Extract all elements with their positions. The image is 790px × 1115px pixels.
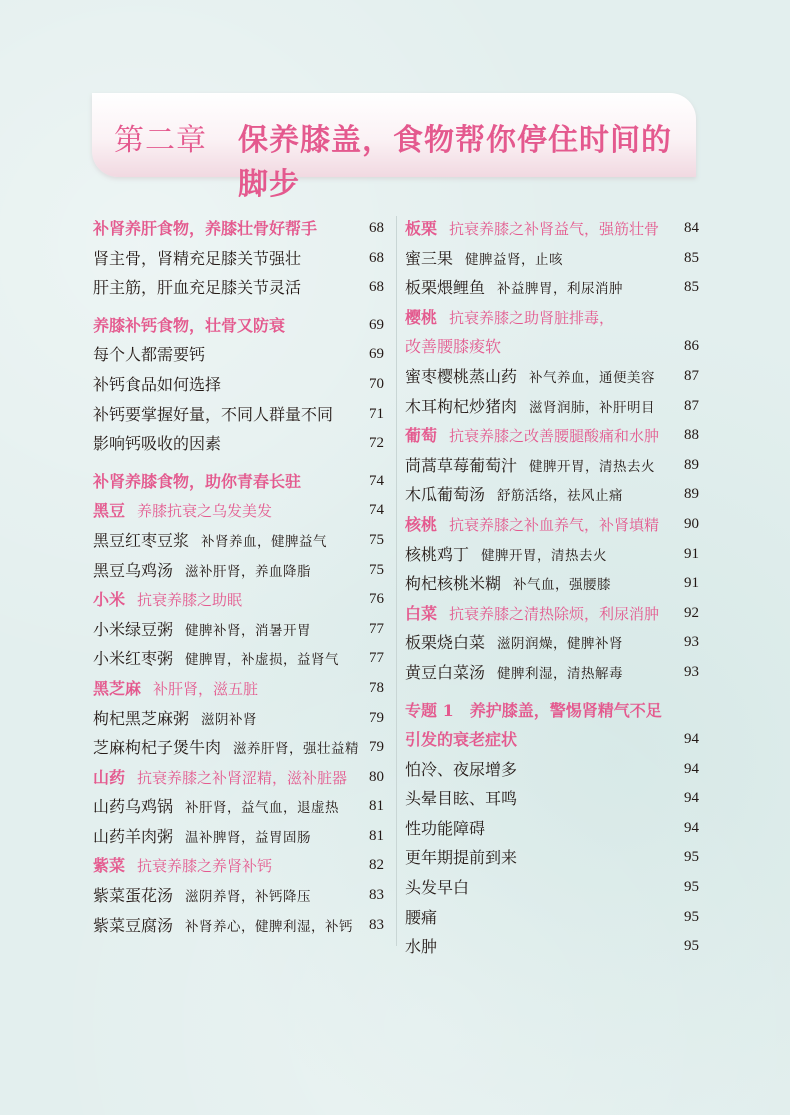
toc-food-entry[interactable] — [405, 303, 699, 333]
toc-food-entry[interactable] — [93, 763, 384, 793]
toc-food-entry-continued[interactable] — [405, 332, 699, 362]
toc-item[interactable] — [93, 244, 384, 274]
food-name: 小米 — [93, 590, 126, 610]
chapter-title: 保养膝盖，食物帮你停住时间的脚步 — [238, 123, 672, 202]
toc-food-entry[interactable] — [405, 214, 699, 244]
toc-item[interactable] — [93, 370, 384, 400]
item-title: 影响钙吸收的因素 — [93, 434, 222, 454]
food-name: 黑豆 — [93, 501, 126, 521]
toc-recipe-entry[interactable] — [405, 658, 699, 688]
recipe-desc: 滋肾润肺，补肝明目 — [529, 399, 656, 416]
page-number: 79 — [369, 739, 384, 756]
page-number: 68 — [369, 279, 384, 296]
page-number: 87 — [684, 367, 699, 384]
page-number: 95 — [684, 849, 699, 866]
toc-recipe-entry[interactable] — [405, 273, 699, 303]
page-number: 74 — [369, 502, 384, 519]
recipe-desc: 补肾养心，健脾利湿，补钙 — [185, 918, 354, 935]
toc-food-entry[interactable] — [405, 421, 699, 451]
toc-item[interactable] — [93, 273, 384, 303]
food-desc: 补肝肾，滋五脏 — [153, 679, 259, 698]
food-name: 核桃 — [405, 514, 438, 534]
toc-topic-entry-continued[interactable] — [405, 725, 699, 755]
page-number: 83 — [369, 887, 384, 904]
topic-title-continued: 引发的衰老症状 — [405, 730, 518, 750]
toc-section-entry[interactable] — [93, 311, 384, 341]
recipe-name: 山药乌鸡锅 — [93, 797, 174, 817]
recipe-desc: 滋阴补肾 — [201, 711, 258, 728]
item-title: 肾主骨，肾精充足膝关节强壮 — [93, 248, 302, 268]
recipe-name: 枸杞核桃米糊 — [405, 574, 502, 594]
toc-item[interactable] — [405, 843, 699, 873]
food-name: 葡萄 — [405, 426, 438, 446]
toc-food-entry[interactable] — [405, 599, 699, 629]
recipe-desc: 补肾养血，健脾益气 — [201, 533, 328, 550]
toc-recipe-entry[interactable] — [405, 628, 699, 658]
page-number: 84 — [684, 220, 699, 236]
toc-recipe-entry[interactable] — [93, 704, 384, 734]
page-number: 94 — [684, 760, 699, 777]
page-number: 95 — [684, 879, 699, 896]
recipe-desc: 滋补肝肾，养血降脂 — [185, 563, 312, 580]
toc-recipe-entry[interactable] — [93, 822, 384, 852]
item-title: 头晕目眩、耳鸣 — [405, 789, 518, 809]
recipe-desc: 健脾开胃，清热去火 — [529, 458, 656, 475]
page-number: 77 — [369, 620, 384, 637]
topic-title: 专题 1 养护膝盖，警惕肾精气不足 — [405, 700, 662, 720]
recipe-name: 黄豆白菜汤 — [405, 662, 486, 682]
toc-food-entry[interactable] — [93, 674, 384, 704]
page-number: 94 — [684, 731, 699, 748]
toc-recipe-entry[interactable] — [405, 362, 699, 392]
recipe-name: 黑豆乌鸡汤 — [93, 560, 174, 580]
toc-recipe-entry[interactable] — [93, 911, 384, 941]
toc-section-entry[interactable] — [93, 467, 384, 497]
page-number: 77 — [369, 650, 384, 667]
page-number: 91 — [684, 545, 699, 562]
toc-item[interactable] — [405, 873, 699, 903]
toc-recipe-entry[interactable] — [405, 540, 699, 570]
item-title: 性功能障碍 — [405, 818, 486, 838]
toc-recipe-entry[interactable] — [93, 615, 384, 645]
toc-item[interactable] — [405, 903, 699, 933]
food-desc: 抗衰养膝之养肾补钙 — [137, 857, 273, 876]
page-number: 95 — [684, 908, 699, 925]
page-number: 78 — [369, 679, 384, 696]
toc-recipe-entry[interactable] — [93, 526, 384, 556]
food-name: 白菜 — [405, 603, 438, 623]
food-desc-continued: 改善腰膝痠软 — [405, 337, 502, 357]
page-number: 93 — [684, 634, 699, 651]
page-number: 88 — [684, 427, 699, 444]
page-number: 89 — [684, 486, 699, 503]
toc-item[interactable] — [405, 932, 699, 962]
toc-recipe-entry[interactable] — [93, 556, 384, 586]
page-number: 85 — [684, 249, 699, 266]
item-title: 更年期提前到来 — [405, 848, 518, 868]
item-title: 补钙食品如何选择 — [93, 374, 222, 394]
recipe-desc: 补气养血，通便美容 — [529, 369, 656, 386]
page-number: 94 — [684, 819, 699, 836]
recipe-name: 黑豆红枣豆浆 — [93, 530, 190, 550]
page-number: 92 — [684, 604, 699, 621]
page-number: 79 — [369, 709, 384, 726]
food-desc: 抗衰养膝之清热除烦，利尿消肿 — [449, 604, 660, 623]
item-title: 补钙要掌握好量，不同人群量不同 — [93, 404, 334, 424]
item-title: 水肿 — [405, 937, 438, 957]
page-number: 90 — [684, 515, 699, 532]
recipe-name: 蜜枣樱桃蒸山药 — [405, 366, 518, 386]
toc-recipe-entry[interactable] — [405, 569, 699, 599]
toc-right-column — [405, 214, 699, 962]
recipe-desc: 补气血，强腰膝 — [513, 577, 612, 594]
toc-recipe-entry[interactable] — [93, 733, 384, 763]
recipe-name: 板栗煨鲤鱼 — [405, 278, 486, 298]
page-number: 75 — [369, 531, 384, 548]
recipe-name: 木耳枸杞炒猪肉 — [405, 396, 518, 416]
recipe-desc: 补益脾胃，利尿消肿 — [497, 281, 624, 298]
recipe-name: 蜜三果 — [405, 248, 454, 268]
recipe-name: 板栗烧白菜 — [405, 633, 486, 653]
page-number: 80 — [369, 768, 384, 785]
page-number: 81 — [369, 827, 384, 844]
toc-food-entry[interactable] — [93, 585, 384, 615]
toc-item[interactable] — [93, 400, 384, 430]
item-title: 怕冷、夜尿增多 — [405, 759, 518, 779]
recipe-name: 紫菜蛋花汤 — [93, 886, 174, 906]
page-number: 83 — [369, 916, 384, 933]
page-number: 95 — [684, 938, 699, 955]
page-number: 71 — [369, 405, 384, 422]
food-desc: 抗衰养膝之助肾脏排毒， — [449, 308, 615, 327]
recipe-name: 木瓜葡萄汤 — [405, 485, 486, 505]
page-number: 75 — [369, 561, 384, 578]
page-number: 68 — [369, 249, 384, 266]
page-number: 74 — [369, 472, 384, 489]
recipe-desc: 健脾补肾，消暑开胃 — [185, 622, 312, 639]
food-desc: 养膝抗衰之乌发美发 — [137, 502, 273, 521]
toc-item[interactable] — [93, 429, 384, 459]
page-number: 81 — [369, 798, 384, 815]
recipe-desc: 健脾胃，补虚损，益肾气 — [185, 652, 340, 669]
page-number: 69 — [369, 346, 384, 363]
recipe-name: 核桃鸡丁 — [405, 544, 470, 564]
toc-recipe-entry[interactable] — [405, 480, 699, 510]
toc-food-entry[interactable] — [93, 851, 384, 881]
page-number: 86 — [684, 338, 699, 355]
food-desc: 抗衰养膝之补血养气，补肾填精 — [449, 515, 660, 534]
recipe-name: 芝麻枸杞子煲牛肉 — [93, 738, 222, 758]
chapter-number: 第二章 — [114, 123, 207, 158]
recipe-desc: 滋养肝肾，强壮益精 — [233, 741, 360, 758]
toc-item[interactable] — [405, 755, 699, 785]
food-name: 山药 — [93, 767, 126, 787]
page-number: 82 — [369, 857, 384, 874]
page-number: 89 — [684, 456, 699, 473]
page-number: 70 — [369, 375, 384, 392]
toc-recipe-entry[interactable] — [93, 792, 384, 822]
section-title: 养膝补钙食物，壮骨又防衰 — [93, 315, 286, 335]
page-number: 68 — [369, 220, 384, 236]
recipe-desc: 健脾益肾，止咳 — [465, 251, 564, 268]
food-name: 黑芝麻 — [93, 678, 142, 698]
chapter-banner — [92, 93, 696, 202]
recipe-name: 小米绿豆粥 — [93, 619, 174, 639]
recipe-desc: 滋阴润燥，健脾补肾 — [497, 636, 624, 653]
toc-item[interactable] — [93, 340, 384, 370]
food-name: 板栗 — [405, 219, 438, 238]
page-number: 91 — [684, 575, 699, 592]
toc-food-entry[interactable] — [405, 510, 699, 540]
food-desc: 抗衰养膝之补肾涩精，滋补脏器 — [137, 768, 348, 787]
recipe-desc: 补肝肾，益气血，退虚热 — [185, 800, 340, 817]
toc-item[interactable] — [405, 814, 699, 844]
toc-recipe-entry[interactable] — [405, 392, 699, 422]
recipe-name: 紫菜豆腐汤 — [93, 915, 174, 935]
page-number: 87 — [684, 397, 699, 414]
item-title: 肝主筋，肝血充足膝关节灵活 — [93, 278, 302, 298]
recipe-desc: 舒筋活络，祛风止痛 — [497, 488, 624, 505]
toc-item[interactable] — [405, 784, 699, 814]
toc-food-entry[interactable] — [93, 496, 384, 526]
toc-recipe-entry[interactable] — [405, 244, 699, 274]
toc-left-column — [93, 214, 384, 940]
recipe-desc: 滋阴养肾，补钙降压 — [185, 889, 312, 906]
page-number: 69 — [369, 316, 384, 333]
page-number: 72 — [369, 435, 384, 452]
recipe-desc: 温补脾肾，益胃固肠 — [185, 829, 312, 846]
food-name: 樱桃 — [405, 307, 438, 327]
food-desc: 抗衰养膝之助眠 — [137, 591, 243, 610]
recipe-desc: 健脾利湿，清热解毒 — [497, 665, 624, 682]
food-desc: 抗衰养膝之补肾益气，强筋壮骨 — [449, 220, 660, 238]
food-desc: 抗衰养膝之改善腰腿酸痛和水肿 — [449, 427, 660, 446]
recipe-name: 枸杞黑芝麻粥 — [93, 708, 190, 728]
item-title: 头发早白 — [405, 878, 470, 898]
recipe-desc: 健脾开胃，清热去火 — [481, 547, 608, 564]
recipe-name: 小米红枣粥 — [93, 649, 174, 669]
recipe-name: 山药羊肉粥 — [93, 826, 174, 846]
item-title: 腰痛 — [405, 907, 438, 927]
toc-topic-entry[interactable] — [405, 696, 699, 726]
page-number: 76 — [369, 591, 384, 608]
toc-recipe-entry[interactable] — [93, 881, 384, 911]
toc-section-entry[interactable] — [93, 214, 384, 244]
toc-recipe-entry[interactable] — [93, 644, 384, 674]
page-number: 93 — [684, 663, 699, 680]
section-title: 补肾养肝食物，养膝壮骨好帮手 — [93, 219, 318, 238]
page-number: 85 — [684, 279, 699, 296]
recipe-name: 茼蒿草莓葡萄汁 — [405, 455, 518, 475]
column-divider — [396, 216, 397, 946]
food-name: 紫菜 — [93, 856, 126, 876]
item-title: 每个人都需要钙 — [93, 345, 206, 365]
toc-recipe-entry[interactable] — [405, 451, 699, 481]
page-number: 94 — [684, 790, 699, 807]
section-title: 补肾养膝食物，助你青春长驻 — [93, 471, 302, 491]
